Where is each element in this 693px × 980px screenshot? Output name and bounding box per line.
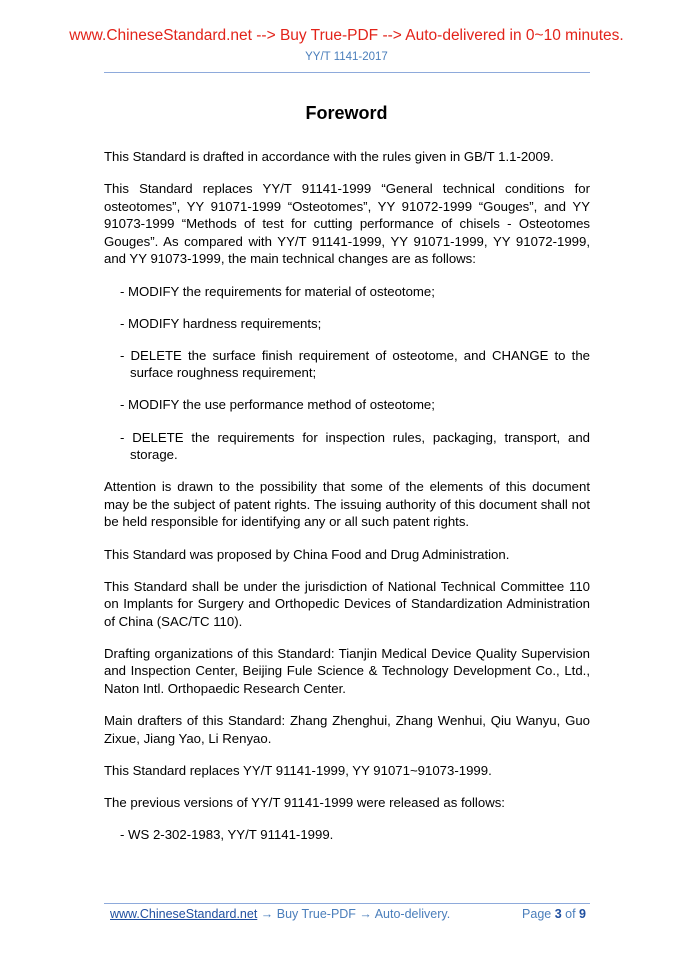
- page-footer: [110, 907, 586, 921]
- paragraph-drafting-rules: This Standard is drafted in accordance with the rules given in GB/T 1.1-2009.: [104, 149, 554, 164]
- page-current: 3: [554, 907, 562, 921]
- paragraph-main-drafters: Main drafters of this Standard: Zhang Zhenghui, Zhang Wenhui, Qiu Wanyu, Guo Zixue, Jiang Yao, Li Renyao.: [104, 713, 590, 746]
- top-banner: [0, 27, 693, 45]
- list-item: - MODIFY hardness requirements;: [120, 315, 322, 331]
- banner-link[interactable]: www.ChineseStandard.net --> Buy True-PDF --> Auto-delivered in 0~10 minutes.: [69, 27, 624, 44]
- footer-text: → Buy True-PDF → Auto-delivery.: [257, 907, 451, 921]
- list-item: - MODIFY the requirements for material of osteotome;: [120, 283, 435, 299]
- list-item: - DELETE the surface finish requirement of osteotome, and CHANGE to the surface roughness requirement;: [120, 347, 590, 381]
- page-total: 9: [579, 907, 586, 921]
- page-indicator: Page 3 of 9: [522, 907, 586, 921]
- paragraph-proposed-by: This Standard was proposed by China Food and Drug Administration.: [104, 546, 510, 562]
- paragraph-previous-versions: The previous versions of YY/T 91141-1999 were released as follows:: [104, 794, 505, 810]
- header-divider: [104, 72, 590, 73]
- list-item: - WS 2-302-1983, YY/T 91141-1999.: [120, 827, 334, 843]
- paragraph-replaces-short: This Standard replaces YY/T 91141-1999, YY 91071~91073-1999.: [104, 762, 492, 778]
- paragraph-replaces: This Standard replaces YY/T 91141-1999 “General technical conditions for osteotomes”, YY 91071-1999 “Osteotomes”, YY 91072-1999 “Gouges”, and YY 91073-1999 “Methods of test for cutting performance of chisels - Osteotomes Gouges”. As compared with YY/T 91141-1999, YY 91071-1999, YY 91072-1999, and YY 91073-1999, the main technical changes are as follows:: [104, 181, 590, 267]
- foreword-body: [104, 148, 590, 858]
- list-item: - DELETE the requirements for inspection rules, packaging, transport, and storage.: [120, 429, 590, 463]
- footer-link[interactable]: www.ChineseStandard.net: [110, 907, 258, 921]
- paragraph-jurisdiction: This Standard shall be under the jurisdiction of National Technical Committee 110 on Implants for Surgery and Orthopedic Devices of Standardization Administration of China (SAC/TC 110).: [104, 578, 590, 629]
- paragraph-drafting-organizations: Drafting organizations of this Standard: Tianjin Medical Device Quality Supervision and Inspection Center, Beijing Fule Science & Technology Development Co., Ltd., Naton Intl. Orthopaedic Research Center.: [104, 645, 590, 697]
- footer-divider: [104, 903, 590, 904]
- page-title: Foreword: [305, 103, 388, 123]
- list-item: - MODIFY the use performance method of osteotome;: [120, 397, 435, 413]
- paragraph-patent-notice: Attention is drawn to the possibility that some of the elements of this document may be the subject of patent rights. The issuing authority of this document shall not be held responsible for identifying any or all such patent rights.: [104, 479, 590, 530]
- document-number: YY/T 1141-2017: [305, 51, 388, 63]
